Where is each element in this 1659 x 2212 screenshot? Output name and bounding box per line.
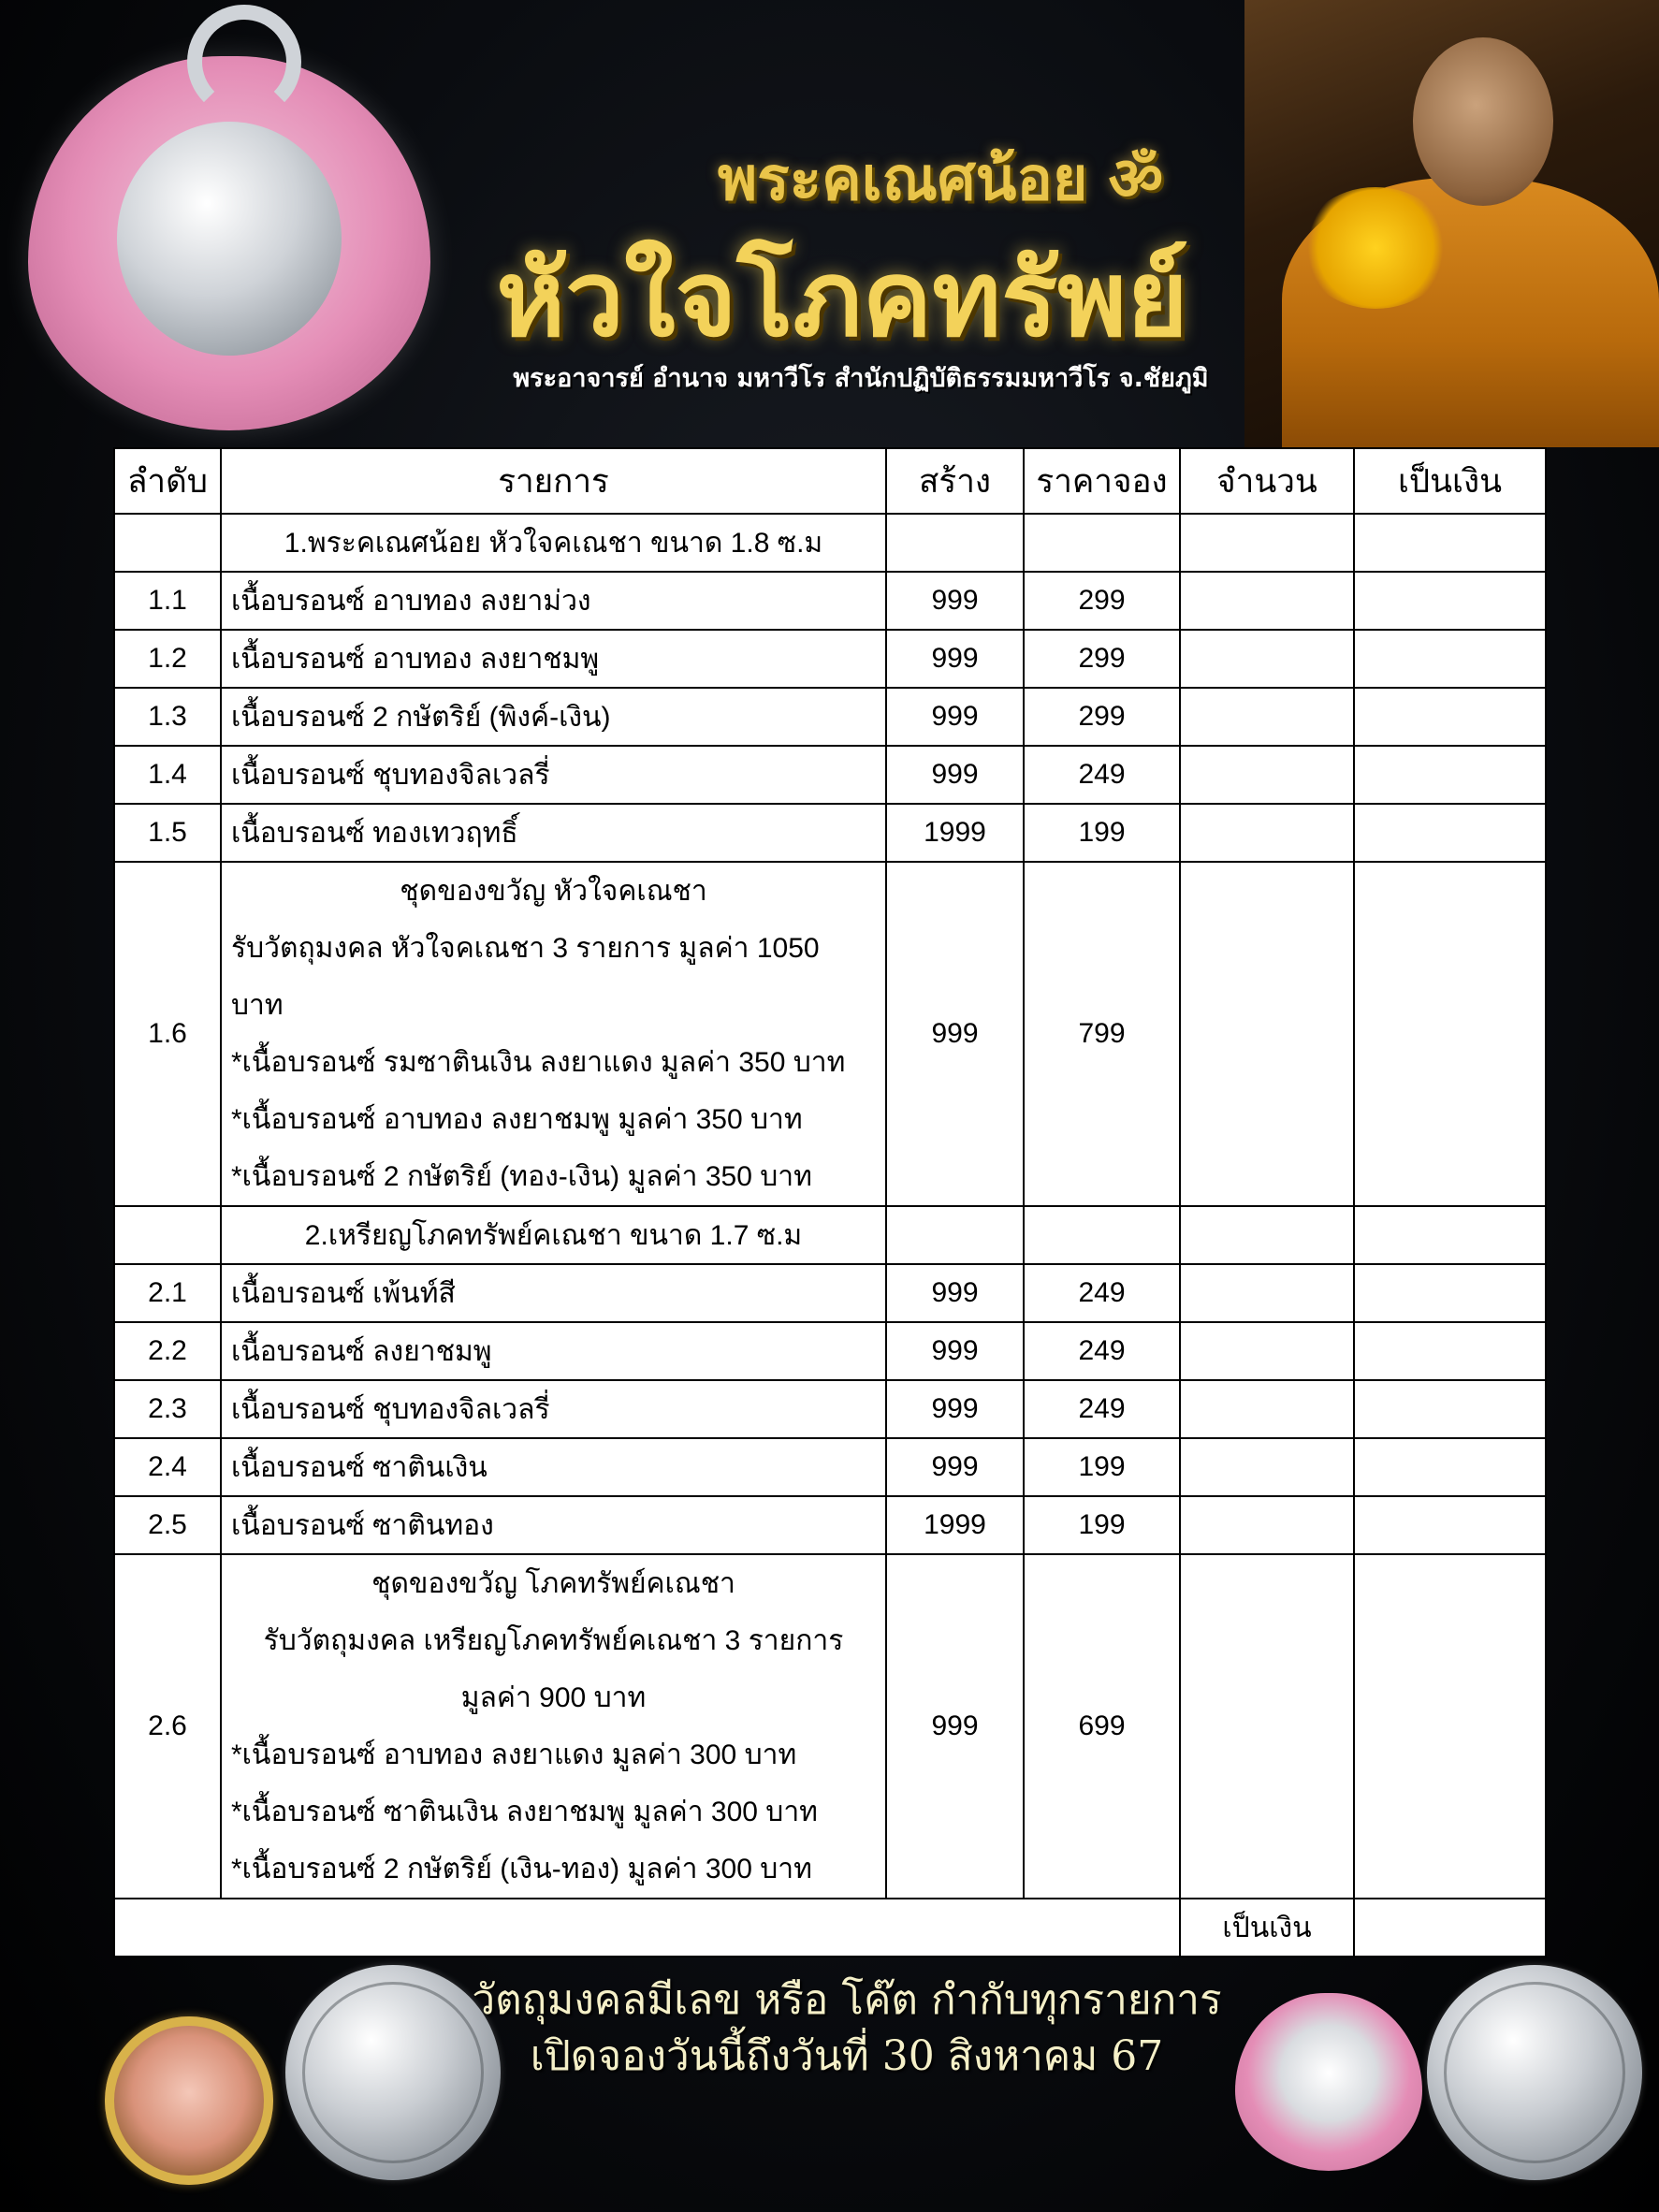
row-no: 2.4 — [114, 1438, 221, 1496]
pendant-bail — [187, 5, 301, 119]
row-item: เนื้อบรอนซ์ ซาตินเงิน — [221, 1438, 886, 1496]
silver-coin-right-image — [1427, 1965, 1642, 2180]
row-amount-cell[interactable] — [1354, 572, 1546, 630]
row-price: 199 — [1024, 804, 1180, 862]
row-item: เนื้อบรอนซ์ ซาตินทอง — [221, 1496, 886, 1554]
table-row — [114, 804, 1546, 862]
row-qty-cell[interactable] — [1180, 1264, 1354, 1322]
row-item: เนื้อบรอนซ์ ทองเทวฤทธิ์ — [221, 804, 886, 862]
row-no: 1.1 — [114, 572, 221, 630]
row-qty-cell[interactable] — [1180, 1380, 1354, 1438]
row-built: 999 — [886, 1264, 1024, 1322]
row-built: 999 — [886, 1322, 1024, 1380]
section-row-2 — [114, 1206, 1546, 1264]
row-qty-cell[interactable] — [1180, 1322, 1354, 1380]
row-item: เนื้อบรอนซ์ ลงยาชมพู — [221, 1322, 886, 1380]
row-built: 999 — [886, 1554, 1024, 1899]
row-item: เนื้อบรอนซ์ อาบทอง ลงยาม่วง — [221, 572, 886, 630]
header-qty: จำนวน — [1180, 448, 1354, 514]
section-1-title: 1.พระคเณศน้อย หัวใจคเณชา ขนาด 1.8 ซ.ม — [221, 514, 886, 572]
row-amount-cell[interactable] — [1354, 688, 1546, 746]
row-built: 999 — [886, 572, 1024, 630]
table-row-gift-set-2 — [114, 1554, 1546, 1899]
row-qty-cell[interactable] — [1180, 1496, 1354, 1554]
row-no: 2.6 — [114, 1554, 221, 1899]
footer-banner — [0, 1918, 1659, 2212]
gift-set-line: รับวัตถุมงคล เหรียญโภคทรัพย์คเณชา 3 รายการ — [263, 1625, 844, 1656]
row-qty-cell[interactable] — [1180, 746, 1354, 804]
gift-set-title: ชุดของขวัญ หัวใจคเณชา — [400, 876, 707, 907]
subtitle: พระอาจารย์ อำนาจ มหาวีโร สำนักปฏิบัติธรรมมหาวีโร จ.ชัยภูมิ — [513, 364, 1209, 393]
row-built: 999 — [886, 1438, 1024, 1496]
gift-set-line: *เนื้อบรอนซ์ อาบทอง ลงยาแดง มูลค่า 300 บาท — [231, 1739, 797, 1770]
row-price: 199 — [1024, 1496, 1180, 1554]
header-item: รายการ — [221, 448, 886, 514]
row-built: 999 — [886, 746, 1024, 804]
row-item-multiline — [221, 1554, 886, 1899]
row-built: 1999 — [886, 804, 1024, 862]
header-amount: เป็นเงิน — [1354, 448, 1546, 514]
gift-set-line: *เนื้อบรอนซ์ 2 กษัตริย์ (เงิน-ทอง) มูลค่า 300 บาท — [231, 1854, 812, 1885]
row-no: 1.6 — [114, 862, 221, 1206]
gift-set-title: ชุดของขวัญ โภคทรัพย์คเณชา — [371, 1568, 735, 1599]
ganesh-face-image — [117, 122, 342, 356]
row-amount-cell[interactable] — [1354, 630, 1546, 688]
gift-set-line: รับวัตถุมงคล หัวใจคเณชา 3 รายการ มูลค่า 1050 บาท — [231, 933, 820, 1021]
row-item: เนื้อบรอนซ์ ชุบทองจิลเวลรี่ — [221, 746, 886, 804]
row-no: 2.5 — [114, 1496, 221, 1554]
row-no: 1.4 — [114, 746, 221, 804]
table-row — [114, 1438, 1546, 1496]
title-line-1: พระคเณศน้อย ॐ — [718, 144, 1163, 214]
header-price: ราคาจอง — [1024, 448, 1180, 514]
gift-set-line: *เนื้อบรอนซ์ ซาตินเงิน ลงยาชมพู มูลค่า 300 บาท — [231, 1797, 818, 1827]
row-price: 299 — [1024, 572, 1180, 630]
row-price: 249 — [1024, 1264, 1180, 1322]
row-item: เนื้อบรอนซ์ เพ้นท์สี — [221, 1264, 886, 1322]
table-row — [114, 746, 1546, 804]
promo-line-2: เปิดจองวันนี้ถึงวันที่ 30 สิงหาคม 67 — [530, 2032, 1164, 2080]
table-row — [114, 572, 1546, 630]
row-qty-cell[interactable] — [1180, 804, 1354, 862]
small-heart-pendant-image — [1235, 1993, 1422, 2171]
row-price: 299 — [1024, 630, 1180, 688]
section-2-title: 2.เหรียญโภคทรัพย์คเณชา ขนาด 1.7 ซ.ม — [221, 1206, 886, 1264]
total-label: เป็นเงิน — [1180, 1899, 1354, 1957]
row-built: 999 — [886, 862, 1024, 1206]
heart-pendant-image — [28, 56, 430, 430]
table-row — [114, 1496, 1546, 1554]
table-row-gift-set-1 — [114, 862, 1546, 1206]
row-price: 249 — [1024, 746, 1180, 804]
row-amount-cell[interactable] — [1354, 1380, 1546, 1438]
row-built: 1999 — [886, 1496, 1024, 1554]
header-built: สร้าง — [886, 448, 1024, 514]
row-amount-cell[interactable] — [1354, 862, 1546, 1206]
gift-set-line: *เนื้อบรอนซ์ 2 กษัตริย์ (ทอง-เงิน) มูลค่า 350 บาท — [231, 1161, 812, 1192]
gift-set-line: *เนื้อบรอนซ์ อาบทอง ลงยาชมพู มูลค่า 350 บาท — [231, 1104, 803, 1135]
row-item: เนื้อบรอนซ์ 2 กษัตริย์ (พิงค์-เงิน) — [221, 688, 886, 746]
price-table — [113, 447, 1547, 1957]
row-price: 799 — [1024, 862, 1180, 1206]
row-amount-cell[interactable] — [1354, 1438, 1546, 1496]
table-row — [114, 630, 1546, 688]
flower-offering — [1301, 187, 1450, 309]
row-price: 249 — [1024, 1322, 1180, 1380]
row-amount-cell[interactable] — [1354, 1264, 1546, 1322]
row-no: 2.1 — [114, 1264, 221, 1322]
row-built: 999 — [886, 688, 1024, 746]
row-item: เนื้อบรอนซ์ ชุบทองจิลเวลรี่ — [221, 1380, 886, 1438]
row-price: 699 — [1024, 1554, 1180, 1899]
row-no: 2.2 — [114, 1322, 221, 1380]
row-qty-cell[interactable] — [1180, 630, 1354, 688]
row-no: 1.3 — [114, 688, 221, 746]
row-qty-cell[interactable] — [1180, 1438, 1354, 1496]
gift-set-line: มูลค่า 900 บาท — [460, 1682, 647, 1713]
table-row — [114, 688, 1546, 746]
header-banner — [0, 0, 1659, 447]
row-amount-cell[interactable] — [1354, 746, 1546, 804]
row-qty-cell[interactable] — [1180, 862, 1354, 1206]
monk-head — [1413, 37, 1553, 206]
row-no: 1.5 — [114, 804, 221, 862]
row-price: 249 — [1024, 1380, 1180, 1438]
promo-line-1: วัตถุมงคลมีเลข หรือ โค๊ต กำกับทุกรายการ — [472, 1976, 1222, 2024]
ganesh-medal-image — [105, 2016, 273, 2185]
row-qty-cell[interactable] — [1180, 688, 1354, 746]
row-price: 299 — [1024, 688, 1180, 746]
row-item: เนื้อบรอนซ์ อาบทอง ลงยาชมพู — [221, 630, 886, 688]
table-row — [114, 1380, 1546, 1438]
table-header-row — [114, 448, 1546, 514]
row-amount-cell[interactable] — [1354, 1496, 1546, 1554]
row-no: 2.3 — [114, 1380, 221, 1438]
row-amount-cell[interactable] — [1354, 804, 1546, 862]
table-row — [114, 1322, 1546, 1380]
header-no: ลำดับ — [114, 448, 221, 514]
table-row — [114, 1264, 1546, 1322]
row-price: 199 — [1024, 1438, 1180, 1496]
title-line-2: หัวใจโภคทรัพย์ — [496, 238, 1188, 360]
section-row-1 — [114, 514, 1546, 572]
gift-set-line: *เนื้อบรอนซ์ รมซาตินเงิน ลงยาแดง มูลค่า 350 บาท — [231, 1047, 846, 1078]
row-built: 999 — [886, 630, 1024, 688]
row-qty-cell[interactable] — [1180, 1554, 1354, 1899]
row-amount-cell[interactable] — [1354, 1322, 1546, 1380]
row-qty-cell[interactable] — [1180, 572, 1354, 630]
row-amount-cell[interactable] — [1354, 1554, 1546, 1899]
row-no: 1.2 — [114, 630, 221, 688]
row-built: 999 — [886, 1380, 1024, 1438]
row-item-multiline — [221, 862, 886, 1206]
